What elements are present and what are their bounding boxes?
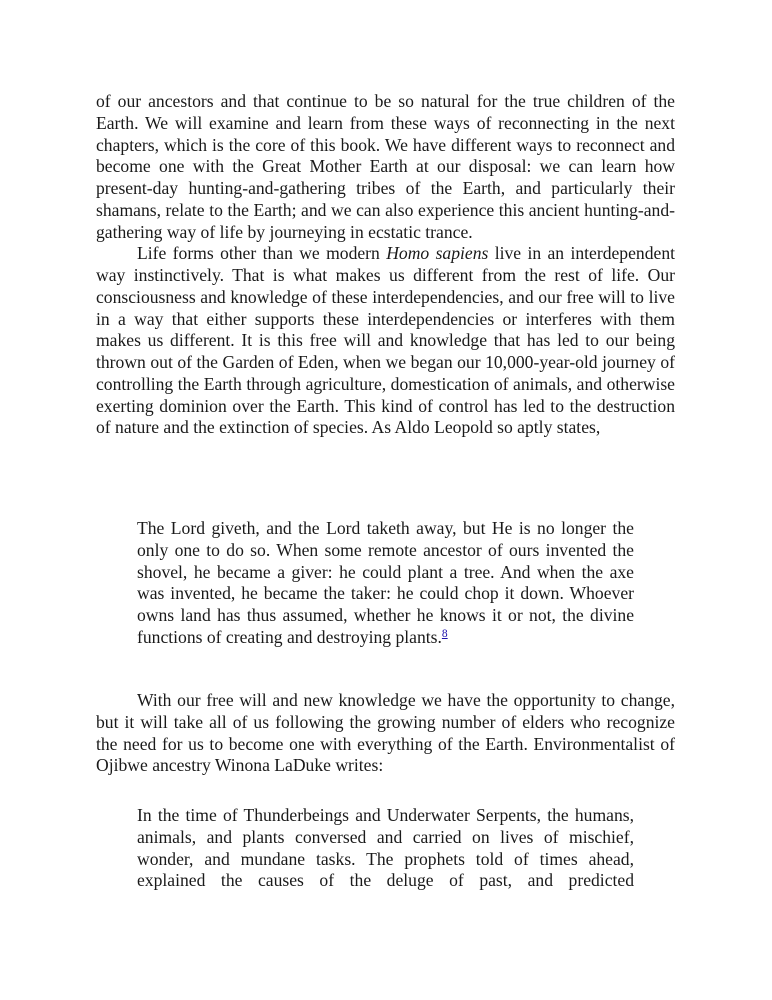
- footnote-link[interactable]: 8: [441, 627, 448, 640]
- italic-homo-sapiens: Homo sapiens: [386, 243, 489, 264]
- paragraph-life-forms-rest: live in an interdependent way instinctively. That is what makes us different from the rest of life. Our consciousness and knowledge of these interdependencies, and our free will to live in a way that either supports these interdependencies or interferes with them makes us different. It is this free will and knowledge that has led to our being thrown out of the Garden of Eden, when we began our 10,000-year-old journey of controlling the Earth through agriculture, domestication of animals, and otherwise exerting dominion over the Earth. This kind of control has led to the destruction of nature and the extinction of species. As Aldo Leopold so aptly states,: [96, 243, 676, 438]
- paragraph-life-forms-start: Life forms other than we modern: [137, 243, 387, 264]
- quote-leopold-body: The Lord giveth, and the Lord taketh away, but He is no longer the only one to do so. When some remote ancestor of ours invented the shovel, he became a giver: he could plant a tree. And when the axe was invented, he became the taker: he could chop it down. Whoever owns land has thus assumed, whether he knows it or not, the divine functions of creating and destroying plants.: [137, 518, 634, 647]
- paragraph-free-will: With our free will and new knowledge we have the opportunity to change, but it will take all of us following the growing number of elders who recognize the need for us to become one with everything of the Earth. Environmentalist of Ojibwe ancestry Winona LaDuke writes:: [96, 690, 675, 776]
- body-section-2: [96, 690, 675, 777]
- body-section-1: [96, 91, 675, 439]
- block-quote-laduke: [137, 805, 634, 892]
- block-quote-leopold: [137, 518, 634, 649]
- paragraph-continuation: of our ancestors and that continue to be so natural for the true children of the Earth. We will examine and learn from these ways of reconnecting in the next chapters, which is the core of this book. We have different ways to reconnect and become one with the Great Mother Earth at our disposal: we can learn how present-day hunting-and-gathering tribes of the Earth, and particularly their shamans, relate to the Earth; and we can also experience this ancient hunting-and-gathering way of life by journeying in ecstatic trance.: [96, 91, 675, 242]
- quote-leopold-text: [137, 518, 634, 649]
- paragraph-life-forms: [96, 243, 675, 439]
- quote-laduke-text: In the time of Thunderbeings and Underwater Serpents, the humans, animals, and plants conversed and carried on lives of mischief, wonder, and mundane tasks. The prophets told of times ahead, explained the causes of the deluge of past, and predicted: [137, 805, 634, 891]
